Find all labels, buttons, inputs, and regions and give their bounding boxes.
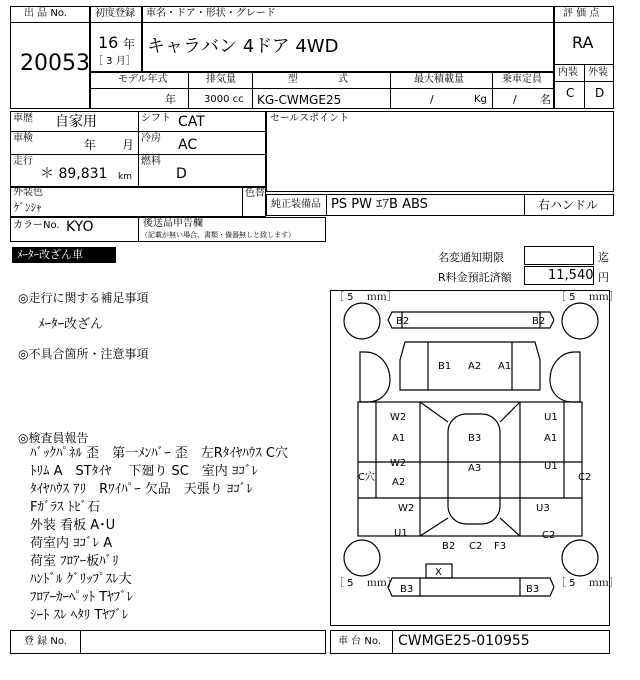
inspector-line: ｼｰﾄ ｽﾚ ﾍﾀﾘ Tﾔﾌﾞﾚ — [30, 608, 129, 623]
damage-mark: B3 — [468, 433, 482, 444]
mileage-unit: km — [118, 172, 132, 182]
tampered-meter-badge-text: ﾒｰﾀｰ改ざん車 — [17, 248, 83, 261]
registration-year-unit: 年 — [123, 37, 136, 51]
inspector-line: 外装 看板 A･U — [30, 518, 116, 533]
chassis-number: CWMGE25-010955 — [398, 633, 530, 649]
fuel-label: 燃料 — [141, 156, 161, 167]
registration-number-label: 登 録 No. — [24, 636, 67, 647]
displacement: 3000 cc — [204, 94, 244, 105]
inspector-line: 荷室内 ﾖｺﾞﾚ A — [30, 536, 113, 551]
model-name-label: 車名・ドア・形状・グレード — [146, 8, 276, 19]
chassis-number-label: 車 台 No. — [338, 636, 381, 647]
damage-mark: B1 — [438, 361, 452, 372]
damage-mark: A2 — [392, 477, 406, 488]
inspection-label: 車検 — [13, 133, 33, 144]
model-name: キャラバン 4ドア 4WD — [147, 36, 339, 57]
lot-number: 20053 — [20, 51, 90, 76]
damage-mark: A2 — [468, 361, 482, 372]
damage-mark: B2 — [396, 316, 410, 327]
damage-mark: U1 — [544, 461, 558, 472]
registration-year: 16 — [98, 33, 119, 52]
equipment: PS PW ｴｱB ABS — [331, 197, 428, 212]
max-load-value: / — [430, 93, 434, 106]
displacement-label: 排気量 — [206, 74, 236, 85]
interior-grade: C — [566, 86, 575, 100]
history-label: 車歴 — [13, 113, 33, 124]
name-change-deadline-value — [524, 246, 594, 265]
damage-mark: B3 — [400, 584, 414, 595]
damage-mark: C2 — [469, 541, 483, 552]
aftermarket-label: 後送品申告欄 — [143, 218, 203, 229]
shift: CAT — [178, 114, 205, 130]
interior-grade-label: 内装 — [558, 67, 578, 78]
defects-heading: ◎不具合箇所・注意事項 — [18, 347, 149, 361]
inspector-line: Fｶﾞﾗｽ ﾄﾋﾞ石 — [30, 500, 101, 515]
color-number-label: カラーNo. — [13, 220, 60, 231]
damage-mark: C穴 — [358, 472, 375, 483]
tire-front-left — [344, 303, 380, 339]
aftermarket-note: （記載が無い場合、書類・備器無しと致します） — [141, 231, 295, 239]
damage-mark: U1 — [394, 528, 408, 539]
front-right-fender — [550, 352, 580, 402]
inspector-line: ﾄﾘﾑ A STﾀｲﾔ 下廻り SC 室内 ﾖｺﾞﾚ — [30, 464, 258, 479]
front-bumper — [388, 312, 554, 328]
fuel: D — [176, 166, 187, 182]
damage-mark: B2 — [532, 316, 546, 327]
damage-mark: A3 — [468, 463, 482, 474]
inspector-line: ﾌﾛｱｰｶｰﾍﾟｯﾄ Tﾔﾌﾞﾚ — [30, 590, 134, 605]
overall-rating: RA — [572, 33, 594, 52]
capacity-label: 乗車定員 — [502, 74, 542, 85]
mileage: ＊ 89,831 — [40, 166, 108, 182]
damage-mark: W2 — [398, 503, 415, 514]
damage-mark: A1 — [498, 361, 512, 372]
model-year-label: モデル年式 — [118, 74, 168, 85]
tire-depth-label: ［ 5 ｍｍ］ — [556, 292, 619, 303]
shift-label: シフト — [141, 113, 171, 124]
tire-front-right — [562, 303, 598, 339]
exterior-grade: D — [595, 86, 605, 100]
inspector-line: 荷室 ﾌﾛｱｰ板ﾊﾞﾘ — [30, 554, 119, 569]
recycle-fee-unit: 円 — [598, 271, 609, 284]
color-change-label: 色替 — [245, 188, 265, 199]
front-left-fender — [360, 352, 390, 402]
equipment-label: 純正装備品 — [271, 199, 321, 210]
inspection-year: 年 — [84, 138, 97, 152]
first-registration-label: 初度登録 — [95, 8, 135, 19]
tire-rear-right — [562, 540, 598, 576]
tire-depth-label: ［ 5 ｍｍ］ — [334, 578, 397, 589]
tire-depth-label: ［ 5 ｍｍ］ — [334, 292, 397, 303]
color: ｹﾞﾝｼｬ — [14, 201, 42, 214]
recycle-fee-amount: 11,540 — [548, 268, 594, 283]
rating-label: 評 価 点 — [563, 8, 600, 19]
damage-mark: W2 — [390, 412, 407, 423]
history: 自家用 — [55, 114, 97, 130]
tire-depth-label: ［ 5 ｍｍ］ — [556, 578, 619, 589]
inspector-line: ﾊﾝﾄﾞﾙ ｸﾞﾘｯﾌﾟｽﾚ大 — [30, 572, 132, 587]
damage-mark: U1 — [544, 412, 558, 423]
damage-mark: A1 — [544, 433, 558, 444]
inspector-line: ﾀｲﾔﾊｳｽ ｱﾘ Rﾜｲﾊﾟｰ 欠品 天張り ﾖｺﾞﾚ — [30, 482, 253, 497]
steering: 右ハンドル — [538, 198, 599, 212]
name-change-deadline-unit: 迄 — [598, 251, 609, 264]
exterior-grade-label: 外装 — [588, 67, 608, 78]
car-diagram-drawing — [330, 290, 619, 626]
driving-notes-heading: ◎走行に関する補足事項 — [18, 291, 149, 305]
color-number: KYO — [66, 219, 94, 235]
type-label: 型 式 — [288, 74, 348, 85]
capacity-unit: 名 — [540, 93, 551, 106]
inspector-line: ﾊﾞｯｸﾊﾟﾈﾙ 歪 第一ﾒﾝﾊﾞｰ 歪 左Rﾀｲﾔﾊｳｽ C穴 — [30, 446, 289, 461]
max-load-unit: Kg — [474, 94, 487, 105]
damage-mark: B3 — [526, 584, 540, 595]
damage-mark: W2 — [390, 458, 407, 469]
inspection-month: 月 — [122, 138, 135, 152]
mileage-label: 走行 — [13, 156, 33, 167]
damage-mark: B2 — [442, 541, 456, 552]
damage-mark: U3 — [536, 503, 550, 514]
inspector-report-heading: ◎検査員報告 — [18, 431, 89, 445]
ac: AC — [178, 137, 198, 153]
name-change-deadline-label: 名変通知期限 — [438, 251, 504, 264]
max-load-label: 最大積載量 — [414, 74, 464, 85]
color-box — [10, 187, 266, 217]
recycle-fee-label: R料金預託済額 — [438, 271, 512, 284]
damage-mark: F3 — [494, 541, 507, 552]
registration-month: ［ 3 月］ — [93, 56, 136, 67]
damage-mark: X — [435, 567, 442, 578]
tire-rear-left — [344, 540, 380, 576]
lot-number-label: 出 品 No. — [24, 8, 67, 19]
ac-label: 冷房 — [141, 133, 161, 144]
damage-mark: C2 — [542, 530, 556, 541]
capacity-value: / — [513, 93, 517, 106]
damage-mark: C2 — [578, 472, 592, 483]
damage-mark: A1 — [392, 433, 406, 444]
model-year-unit: 年 — [165, 93, 176, 106]
sales-points-label: セールスポイント — [270, 113, 350, 124]
type: KG-CWMGE25 — [257, 93, 342, 107]
driving-notes-text: ﾒｰﾀｰ改ざん — [38, 317, 104, 332]
color-label: 外装色 — [13, 187, 43, 198]
